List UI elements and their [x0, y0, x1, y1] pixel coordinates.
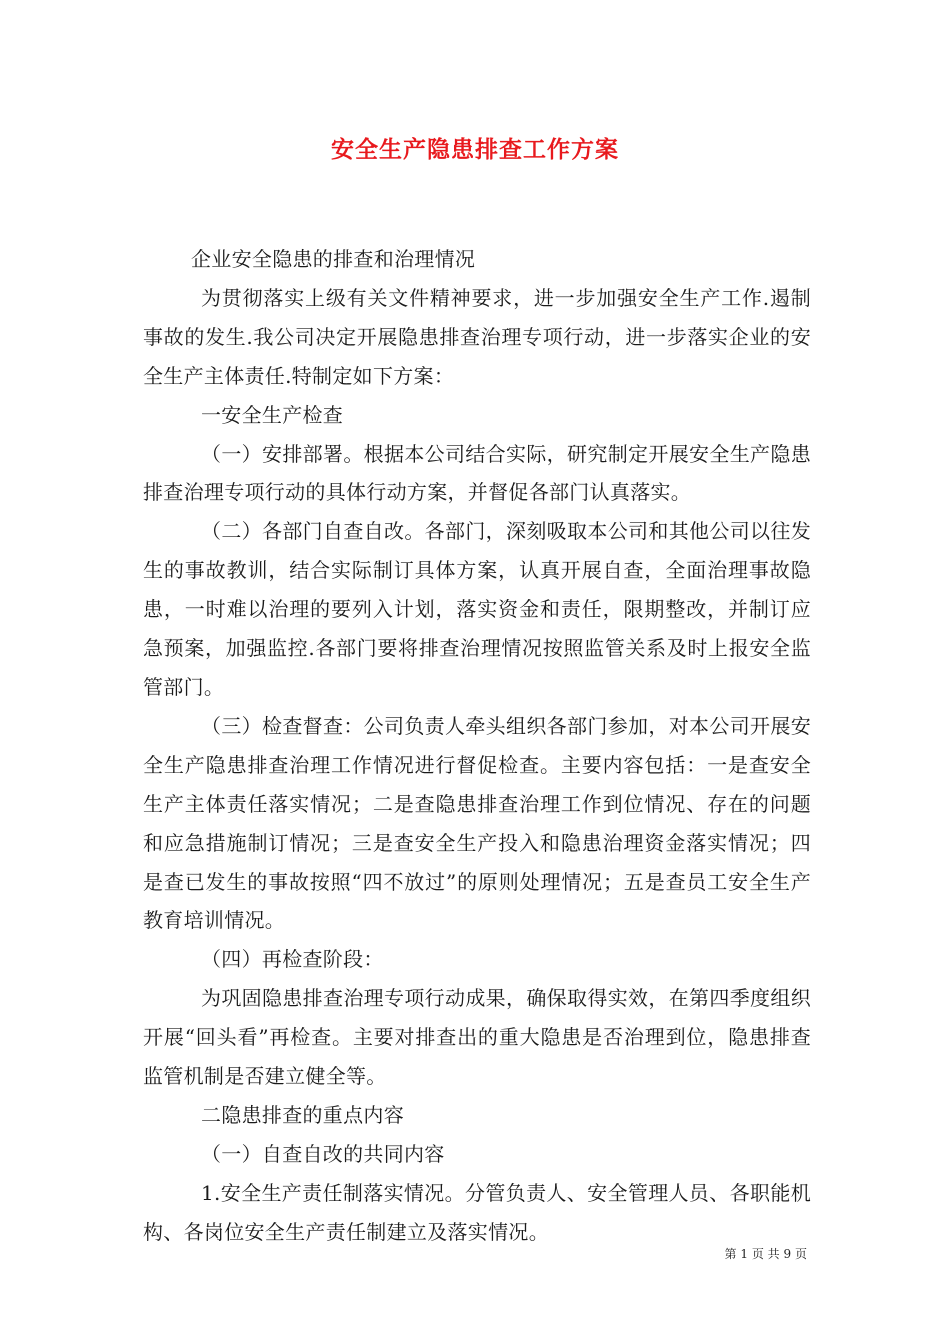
document-title: 安全生产隐患排查工作方案 [331, 136, 619, 163]
paragraph-item-4: （四）再检查阶段： [201, 947, 384, 972]
section-heading-1: 一安全生产检查 [201, 402, 344, 427]
paragraph-item-1: （一）安排部署。根据本公司结合实际，研究制定开展安全生产隐患排查治理专项行动的具体行动方案，并督促各部门认真落实。 [143, 441, 811, 505]
paragraph-subheading-1: （一）自查自改的共同内容 [201, 1141, 445, 1166]
footer-middle: 页 共 [751, 1247, 780, 1261]
paragraph-item-3: （三）检查督查：公司负责人牵头组织各部门参加，对本公司开展安全生产隐患排查治理工作情况进行督促检查。主要内容包括：一是查安全生产主体责任落实情况；二是查隐患排查治理工作到位情况、存在的问题和应急措施制订情况；三是查安全生产投入和隐患治理资金落实情况；四是查已发生的事故按照“四不放过”的原则处理情况；五是查员工安全生产教育培训情况。 [143, 713, 811, 933]
paragraph-item-2: （二）各部门自查自改。各部门，深刻吸取本公司和其他公司以往发生的事故教训，结合实际制订具体方案，认真开展自查，全面治理事故隐患，一时难以治理的要列入计划，落实资金和责任，限期整改，并制订应急预案，加强监控.各部门要将排查治理情况按照监管关系及时上报安全监管部门。 [143, 519, 811, 699]
paragraph-recheck: 为巩固隐患排查治理专项行动成果，确保取得实效，在第四季度组织开展“回头看”再检查。主要对排查出的重大隐患是否治理到位，隐患排查监管机制是否建立健全等。 [143, 986, 811, 1089]
footer-current-page: 1 [740, 1247, 749, 1261]
footer-suffix: 页 [794, 1247, 807, 1261]
paragraph-purpose: 为贯彻落实上级有关文件精神要求，进一步加强安全生产工作.遏制事故的发生.我公司决定开展隐患排查治理专项行动，进一步落实企业的安全生产主体责任.特制定如下方案： [143, 285, 811, 388]
footer-prefix: 第 [724, 1247, 737, 1261]
document-body [143, 240, 811, 1252]
section-heading-2: 二隐患排查的重点内容 [201, 1102, 404, 1127]
paragraph-intro-heading: 企业安全隐患的排查和治理情况 [191, 247, 476, 271]
footer-total-pages: 9 [783, 1247, 792, 1261]
page-number-footer [725, 1246, 807, 1262]
paragraph-point-1: 1.安全生产责任制落实情况。分管负责人、安全管理人员、各职能机构、各岗位安全生产责任制建立及落实情况。 [143, 1180, 811, 1244]
